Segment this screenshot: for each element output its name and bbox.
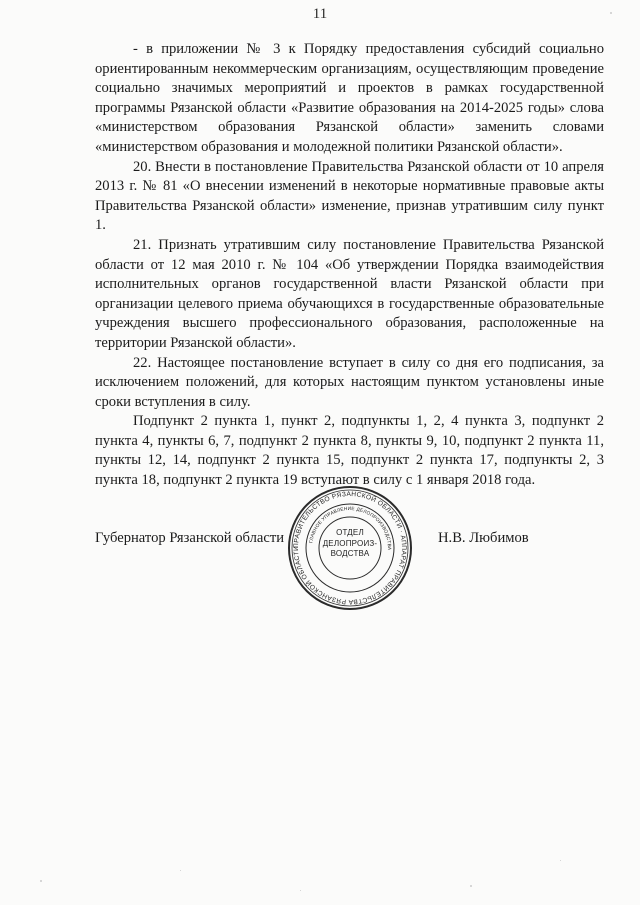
paragraph-appendix-3: - в приложении № 3 к Порядку предоставления субсидий социально ориентированным некоммерческим организациям, осуществляющим проведение социально значимых мероприятий и проектов в рамках государственной программы Рязанской области «Развитие образования на 2014-2025 годы» слова «министерством образования Рязанской области» заменить словами «министерством образования и молодежной политики Рязанской области». bbox=[95, 41, 604, 155]
scan-speckle bbox=[300, 890, 301, 891]
seal-center-line: ВОДСТВА bbox=[330, 549, 370, 558]
scan-speckle bbox=[610, 12, 612, 14]
scan-speckle bbox=[560, 860, 561, 861]
seal-center-line: ОТДЕЛ bbox=[336, 528, 364, 537]
paragraph-effective-dates: Подпункт 2 пункта 1, пункт 2, подпункты 1, 2, 4 пункта 3, подпункт 2 пункта 4, пункты 6, 7, подпункт 2 пункта 8, пункты 9, 10, подпункт 2 пункта 11, пункты 12, 14, подпункт 2 пункта 15, подпункт 2 пункта 17, подпункты 2, 3 пункта 18, подпункт 2 пункта 19 вступают в силу с 1 января 2018 года. bbox=[95, 413, 604, 489]
scan-speckle bbox=[470, 885, 472, 887]
signatory-position: Губернатор Рязанской области bbox=[95, 530, 285, 546]
seal-center-text bbox=[286, 528, 414, 560]
paragraph-item-21: 21. Признать утратившим силу постановление Правительства Рязанской области от 12 мая 2010 г. № 104 «Об утверждении Порядка взаимодействия исполнительных органов государственной власти Рязанской области при организации целевого приема обучающихся в государственные образовательные учреждения высшего профессионального образования, расположенные на территории Рязанской области». bbox=[95, 236, 604, 351]
paragraph-item-22: 22. Настоящее постановление вступает в силу со дня его подписания, за исключением положений, для которых настоящим пунктом установлены иные сроки вступления в силу. bbox=[95, 354, 604, 410]
signatory-name: Н.В. Любимов bbox=[438, 530, 529, 546]
official-seal bbox=[286, 484, 414, 612]
seal-center-line: ДЕЛОПРОИЗ- bbox=[322, 538, 378, 548]
scan-speckle bbox=[40, 880, 42, 882]
scan-speckle bbox=[180, 870, 181, 871]
page-number: 11 bbox=[312, 6, 328, 22]
paragraph-item-20: 20. Внести в постановление Правительства Рязанской области от 10 апреля 2013 г. № 81 «О внесении изменений в некоторые нормативные правовые акты Правительства Рязанской области» изменение, признав утратившим силу пункт 1. bbox=[95, 158, 604, 234]
seal-inner-text: ГЛАВНОЕ УПРАВЛЕНИЕ ДЕЛОПРОИЗВОДСТВА bbox=[309, 506, 392, 551]
document-body bbox=[95, 40, 604, 491]
seal-outer-text: ПРАВИТЕЛЬСТВО РЯЗАНСКОЙ ОБЛАСТИ · АППАРАТ ПРАВИТЕЛЬСТВА РЯЗАНСКОЙ ОБЛАСТИ bbox=[292, 490, 408, 606]
